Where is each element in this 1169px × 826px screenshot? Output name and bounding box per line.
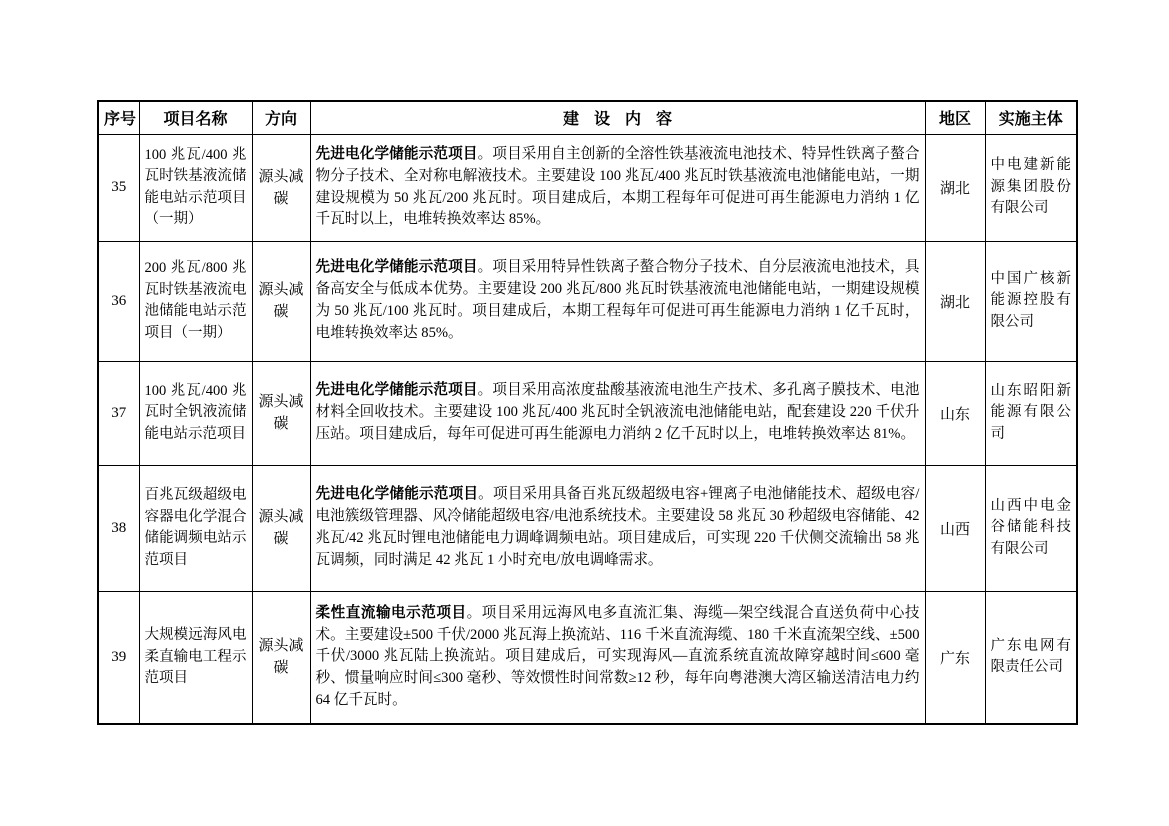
cell-serial-number: 39 <box>98 591 139 724</box>
content-body-text: 。项目采用具备百兆瓦级超级电容+锂离子电池储能技术、超级电容/电池簇级管理器、风冷储能超级电容/电池系统技术。主要建设 58 兆瓦 30 秒超级电容储能、42 兆瓦/42 兆瓦时锂电池储能电力调峰调频电站。项目建成后，可实现 220 千伏侧交流输出 58 兆瓦调频，同时满足 42 兆瓦 1 小时充电/放电调峰需求。 <box>315 486 920 568</box>
cell-construction-content <box>310 591 925 724</box>
content-lead-title: 先进电化学储能示范项目 <box>315 145 478 162</box>
cell-direction: 源头减碳 <box>252 361 310 465</box>
cell-implementing-entity: 中电建新能源集团股份有限公司 <box>985 134 1077 241</box>
cell-implementing-entity: 山东昭阳新能源有限公司 <box>985 361 1077 465</box>
cell-region: 广东 <box>925 591 985 724</box>
col-header-direction: 方向 <box>252 101 310 134</box>
table-row <box>98 465 1077 591</box>
table-row <box>98 241 1077 361</box>
content-body-text: 。项目采用特异性铁离子螯合物分子技术、自分层液流电池技术，具备高安全与低成本优势。主要建设 200 兆瓦/800 兆瓦时铁基液流电池储能电站，一期建设规模为 50 兆瓦/100 兆瓦时。项目建成后，本期工程每年可促进可再生能源电力消纳 1 亿千瓦时，电堆转换效率达 85%。 <box>315 259 920 341</box>
table-header-row <box>98 101 1077 134</box>
content-body-text: 。项目采用自主创新的全溶性铁基液流电池技术、特异性铁离子螯合物分子技术、全对称电解液技术。主要建设 100 兆瓦/400 兆瓦时铁基液流电池储能电站，一期建设规模为 50 兆瓦/200 兆瓦时。项目建成后，本期工程每年可促进可再生能源电力消纳 1 亿千瓦时以上，电堆转换效率达 85%。 <box>315 145 920 228</box>
cell-project-name: 大规模远海风电柔直输电工程示范项目 <box>139 591 252 724</box>
cell-implementing-entity: 山西中电金谷储能科技有限公司 <box>985 465 1077 591</box>
content-lead-title: 先进电化学储能示范项目 <box>315 259 478 276</box>
col-header-content <box>310 101 925 134</box>
content-body-text: 。项目采用高浓度盐酸基液流电池生产技术、多孔离子膜技术、电池材料全回收技术。主要建设 100 兆瓦/400 兆瓦时全钒液流电池储能电站，配套建设 220 千伏升压站。项目建成后，每年可促进可再生能源电力消纳 2 亿千瓦时以上，电堆转换效率达 81%。 <box>315 382 920 442</box>
content-lead-title: 柔性直流输电示范项目 <box>315 604 467 621</box>
cell-serial-number: 37 <box>98 361 139 465</box>
cell-project-name: 100 兆瓦/400 兆瓦时全钒液流储能电站示范项目 <box>139 361 252 465</box>
content-lead-title: 先进电化学储能示范项目 <box>315 486 479 503</box>
project-table <box>97 100 1078 725</box>
cell-region: 山东 <box>925 361 985 465</box>
col-header-project-name: 项目名称 <box>139 101 252 134</box>
cell-project-name: 百兆瓦级超级电容器电化学混合储能调频电站示范项目 <box>139 465 252 591</box>
col-header-entity: 实施主体 <box>985 101 1077 134</box>
table-row <box>98 591 1077 724</box>
cell-direction: 源头减碳 <box>252 241 310 361</box>
table-row <box>98 134 1077 241</box>
cell-region: 山西 <box>925 465 985 591</box>
cell-project-name: 200 兆瓦/800 兆瓦时铁基液流电池储能电站示范项目（一期） <box>139 241 252 361</box>
content-body-text: 。项目采用远海风电多直流汇集、海缆—架空线混合直送负荷中心技术。主要建设±500 千伏/2000 兆瓦海上换流站、116 千米直流海缆、180 千米直流架空线、±500 千伏/3000 兆瓦陆上换流站。项目建成后，可实现海风—直流系统直流故障穿越时间≤600 毫秒、惯量响应时间≤300 毫秒、等效惯性时间常数≥12 秒，每年向粤港澳大湾区输送清洁电力约 64 亿千瓦时。 <box>315 604 920 708</box>
cell-direction: 源头减碳 <box>252 134 310 241</box>
cell-serial-number: 38 <box>98 465 139 591</box>
cell-direction: 源头减碳 <box>252 591 310 724</box>
table-row <box>98 361 1077 465</box>
cell-construction-content <box>310 465 925 591</box>
cell-direction: 源头减碳 <box>252 465 310 591</box>
cell-construction-content <box>310 241 925 361</box>
cell-region: 湖北 <box>925 241 985 361</box>
cell-region: 湖北 <box>925 134 985 241</box>
cell-construction-content <box>310 134 925 241</box>
col-header-region: 地区 <box>925 101 985 134</box>
cell-serial-number: 36 <box>98 241 139 361</box>
cell-construction-content <box>310 361 925 465</box>
cell-serial-number: 35 <box>98 134 139 241</box>
cell-implementing-entity: 中国广核新能源控股有限公司 <box>985 241 1077 361</box>
col-header-content-label: 建设内容 <box>562 111 687 129</box>
cell-project-name: 100 兆瓦/400 兆瓦时铁基液流储能电站示范项目（一期） <box>139 134 252 241</box>
cell-implementing-entity: 广东电网有限责任公司 <box>985 591 1077 724</box>
col-header-no: 序号 <box>98 101 139 134</box>
content-lead-title: 先进电化学储能示范项目 <box>315 382 478 399</box>
